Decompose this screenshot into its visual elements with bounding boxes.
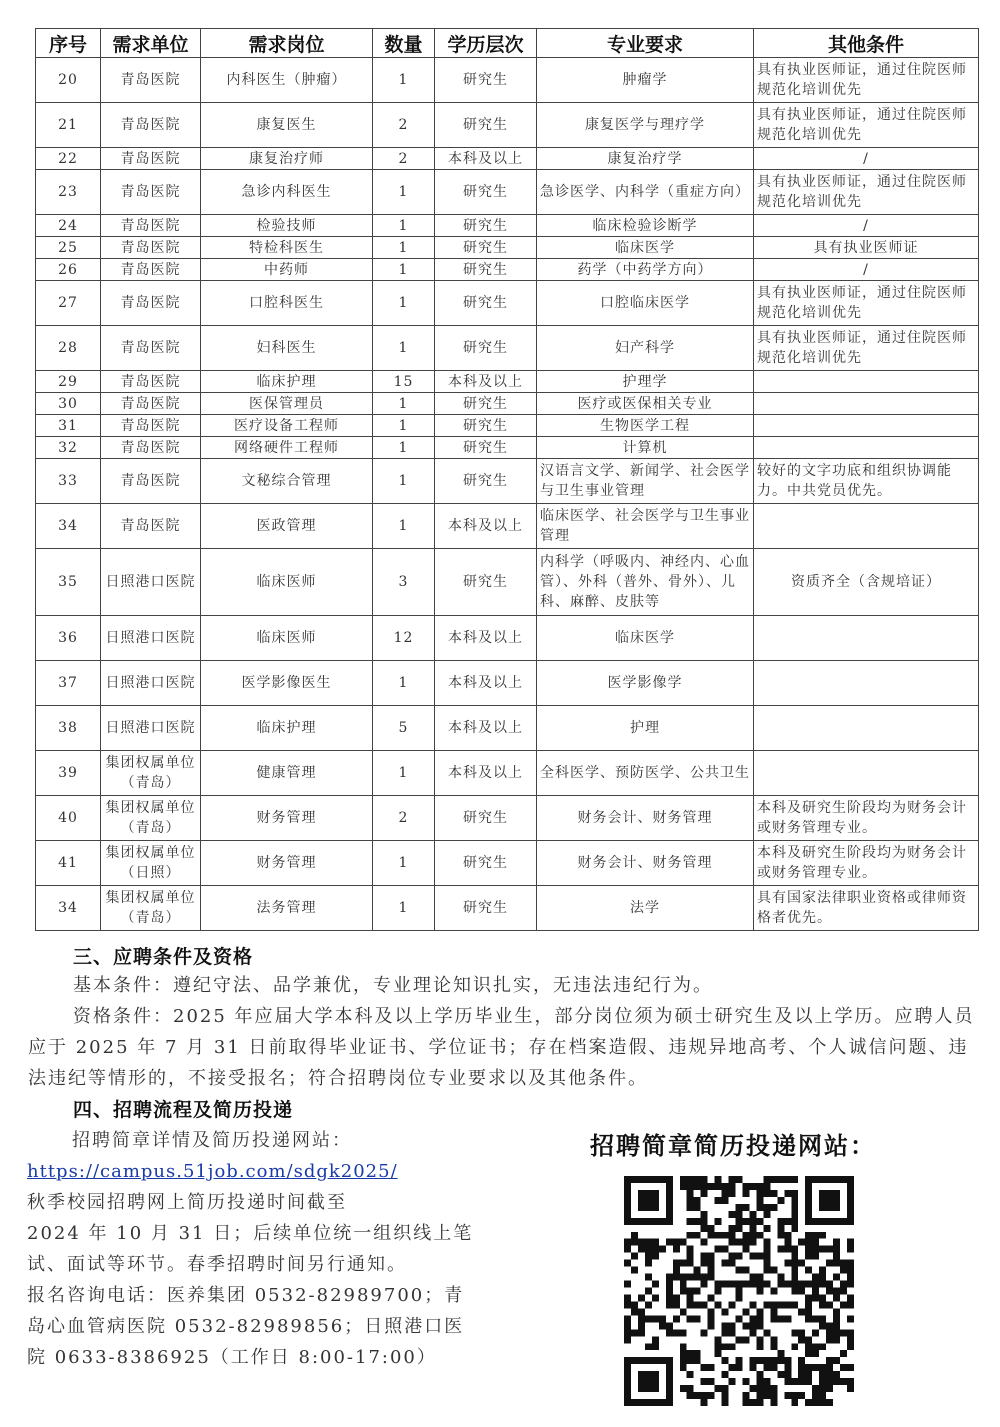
cell-no: 26 xyxy=(36,259,101,281)
cell-count: 1 xyxy=(373,326,435,371)
cell-unit: 青岛医院 xyxy=(101,459,201,504)
cell-no: 38 xyxy=(36,706,101,751)
cell-major: 医疗或医保相关专业 xyxy=(537,393,754,415)
cell-post: 法务管理 xyxy=(201,886,373,931)
cell-post: 康复医生 xyxy=(201,103,373,148)
cell-education: 研究生 xyxy=(435,103,537,148)
header-major: 专业要求 xyxy=(537,29,754,58)
cell-major: 护理学 xyxy=(537,371,754,393)
cell-post: 财务管理 xyxy=(201,796,373,841)
cell-unit: 日照港口医院 xyxy=(101,616,201,661)
application-link[interactable]: https://campus.51job.com/sdgk2025/ xyxy=(27,1161,398,1182)
header-no: 序号 xyxy=(36,29,101,58)
cell-other: 具有国家法律职业资格或律师资格者优先。 xyxy=(754,886,979,931)
cell-unit: 青岛医院 xyxy=(101,437,201,459)
cell-no: 29 xyxy=(36,371,101,393)
cell-unit: 集团权属单位（青岛） xyxy=(101,796,201,841)
cell-count: 15 xyxy=(373,371,435,393)
cell-other xyxy=(754,415,979,437)
cell-other: / xyxy=(754,215,979,237)
cell-education: 研究生 xyxy=(435,393,537,415)
table-row xyxy=(36,437,979,459)
cell-post: 医学影像医生 xyxy=(201,661,373,706)
cell-education: 本科及以上 xyxy=(435,504,537,549)
cell-post: 网络硬件工程师 xyxy=(201,437,373,459)
cell-major: 财务会计、财务管理 xyxy=(537,796,754,841)
cell-other: 本科及研究生阶段均为财务会计或财务管理专业。 xyxy=(754,796,979,841)
qr-code-icon[interactable] xyxy=(624,1176,854,1406)
cell-major: 生物医学工程 xyxy=(537,415,754,437)
basic-conditions: 基本条件：遵纪守法、品学兼优，专业理论知识扎实，无违法违纪行为。 xyxy=(73,975,713,996)
table-row xyxy=(36,103,979,148)
cell-education: 本科及以上 xyxy=(435,148,537,170)
cell-count: 1 xyxy=(373,58,435,103)
section4-title: 四、招聘流程及简历投递 xyxy=(73,1099,294,1121)
cell-no: 34 xyxy=(36,504,101,549)
table-row xyxy=(36,661,979,706)
table-row xyxy=(36,796,979,841)
table-row xyxy=(36,148,979,170)
cell-education: 研究生 xyxy=(435,437,537,459)
cell-count: 1 xyxy=(373,259,435,281)
cell-count: 12 xyxy=(373,616,435,661)
cell-other: / xyxy=(754,148,979,170)
table-row xyxy=(36,751,979,796)
cell-unit: 青岛医院 xyxy=(101,393,201,415)
cell-no: 39 xyxy=(36,751,101,796)
cell-unit: 日照港口医院 xyxy=(101,706,201,751)
contact-line-3: 院 0633-8386925（工作日 8:00-17:00） xyxy=(27,1347,437,1368)
cell-count: 5 xyxy=(373,706,435,751)
table-row xyxy=(36,549,979,616)
cell-unit: 青岛医院 xyxy=(101,237,201,259)
cell-unit: 青岛医院 xyxy=(101,58,201,103)
cell-unit: 青岛医院 xyxy=(101,103,201,148)
cell-count: 2 xyxy=(373,148,435,170)
cell-unit: 集团权属单位（青岛） xyxy=(101,886,201,931)
cell-education: 研究生 xyxy=(435,259,537,281)
cell-count: 2 xyxy=(373,796,435,841)
table-row xyxy=(36,706,979,751)
cell-major: 临床医学 xyxy=(537,616,754,661)
cell-major: 药学（中药学方向） xyxy=(537,259,754,281)
cell-unit: 集团权属单位（日照） xyxy=(101,841,201,886)
cell-other: 本科及研究生阶段均为财务会计或财务管理专业。 xyxy=(754,841,979,886)
cell-major: 财务会计、财务管理 xyxy=(537,841,754,886)
table-row xyxy=(36,215,979,237)
cell-education: 本科及以上 xyxy=(435,706,537,751)
cell-other: 具有执业医师证，通过住院医师规范化培训优先 xyxy=(754,281,979,326)
cell-no: 31 xyxy=(36,415,101,437)
cell-other: 具有执业医师证，通过住院医师规范化培训优先 xyxy=(754,170,979,215)
cell-unit: 青岛医院 xyxy=(101,326,201,371)
cell-major: 妇产科学 xyxy=(537,326,754,371)
cell-post: 临床医师 xyxy=(201,616,373,661)
table-row xyxy=(36,886,979,931)
table-row xyxy=(36,616,979,661)
table-row xyxy=(36,259,979,281)
cell-no: 36 xyxy=(36,616,101,661)
cell-education: 研究生 xyxy=(435,281,537,326)
cell-unit: 集团权属单位（青岛） xyxy=(101,751,201,796)
cell-no: 32 xyxy=(36,437,101,459)
deadline-line-1: 秋季校园招聘网上简历投递时间截至 xyxy=(27,1192,347,1213)
cell-count: 1 xyxy=(373,661,435,706)
cell-major: 康复治疗学 xyxy=(537,148,754,170)
cell-post: 特检科医生 xyxy=(201,237,373,259)
cell-unit: 日照港口医院 xyxy=(101,549,201,616)
cell-unit: 青岛医院 xyxy=(101,215,201,237)
cell-education: 本科及以上 xyxy=(435,661,537,706)
cell-post: 临床护理 xyxy=(201,706,373,751)
cell-count: 1 xyxy=(373,841,435,886)
header-education: 学历层次 xyxy=(435,29,537,58)
cell-unit: 青岛医院 xyxy=(101,281,201,326)
section3-title: 三、应聘条件及资格 xyxy=(73,946,254,968)
cell-no: 20 xyxy=(36,58,101,103)
cell-count: 1 xyxy=(373,170,435,215)
cell-major: 计算机 xyxy=(537,437,754,459)
cell-other xyxy=(754,437,979,459)
cell-unit: 青岛医院 xyxy=(101,504,201,549)
cell-count: 3 xyxy=(373,549,435,616)
cell-major: 康复医学与理疗学 xyxy=(537,103,754,148)
cell-no: 41 xyxy=(36,841,101,886)
cell-education: 研究生 xyxy=(435,549,537,616)
table-row xyxy=(36,58,979,103)
header-other: 其他条件 xyxy=(754,29,979,58)
cell-post: 医政管理 xyxy=(201,504,373,549)
cell-major: 临床医学 xyxy=(537,237,754,259)
qr-title: 招聘简章简历投递网站： xyxy=(590,1132,876,1160)
cell-other xyxy=(754,661,979,706)
table-row xyxy=(36,459,979,504)
cell-unit: 青岛医院 xyxy=(101,371,201,393)
cell-count: 1 xyxy=(373,886,435,931)
header-post: 需求岗位 xyxy=(201,29,373,58)
cell-education: 研究生 xyxy=(435,886,537,931)
cell-unit: 青岛医院 xyxy=(101,415,201,437)
table-row xyxy=(36,504,979,549)
table-row xyxy=(36,326,979,371)
cell-no: 34 xyxy=(36,886,101,931)
cell-major: 全科医学、预防医学、公共卫生 xyxy=(537,751,754,796)
cell-other xyxy=(754,371,979,393)
header-unit: 需求单位 xyxy=(101,29,201,58)
cell-major: 汉语言文学、新闻学、社会医学与卫生事业管理 xyxy=(537,459,754,504)
cell-major: 内科学（呼吸内、神经内、心血管）、外科（普外、骨外）、儿科、麻醉、皮肤等 xyxy=(537,549,754,616)
cell-education: 本科及以上 xyxy=(435,751,537,796)
cell-count: 1 xyxy=(373,751,435,796)
cell-post: 检验技师 xyxy=(201,215,373,237)
cell-count: 2 xyxy=(373,103,435,148)
website-intro: 招聘简章详情及简历投递网站： xyxy=(72,1130,352,1151)
cell-other: 具有执业医师证，通过住院医师规范化培训优先 xyxy=(754,103,979,148)
cell-education: 本科及以上 xyxy=(435,616,537,661)
cell-post: 急诊内科医生 xyxy=(201,170,373,215)
cell-no: 37 xyxy=(36,661,101,706)
cell-no: 21 xyxy=(36,103,101,148)
cell-no: 24 xyxy=(36,215,101,237)
cell-post: 财务管理 xyxy=(201,841,373,886)
cell-no: 35 xyxy=(36,549,101,616)
cell-major: 肿瘤学 xyxy=(537,58,754,103)
cell-no: 33 xyxy=(36,459,101,504)
cell-other xyxy=(754,751,979,796)
cell-count: 1 xyxy=(373,215,435,237)
cell-count: 1 xyxy=(373,281,435,326)
recruitment-table xyxy=(35,28,979,931)
process-text xyxy=(27,1125,497,1373)
cell-post: 健康管理 xyxy=(201,751,373,796)
cell-other: 资质齐全（含规培证） xyxy=(754,549,979,616)
cell-post: 中药师 xyxy=(201,259,373,281)
cell-count: 1 xyxy=(373,415,435,437)
qualification-conditions: 资格条件：2025 年应届大学本科及以上学历毕业生，部分岗位须为硕士研究生及以上学历。应聘人员应于 2025 年 7 月 31 日前取得毕业证书、学位证书；存在档案造假、违规异地高考、个人诚信问题、违法违纪等情形的，不接受报名；符合招聘岗位专业要求以及其他条件。 xyxy=(28,1006,975,1089)
cell-post: 内科医生（肿瘤） xyxy=(201,58,373,103)
cell-no: 28 xyxy=(36,326,101,371)
cell-unit: 青岛医院 xyxy=(101,259,201,281)
cell-no: 40 xyxy=(36,796,101,841)
cell-unit: 青岛医院 xyxy=(101,148,201,170)
cell-count: 1 xyxy=(373,504,435,549)
cell-post: 文秘综合管理 xyxy=(201,459,373,504)
cell-other xyxy=(754,706,979,751)
cell-no: 25 xyxy=(36,237,101,259)
cell-other xyxy=(754,393,979,415)
cell-other: 较好的文字功底和组织协调能力。中共党员优先。 xyxy=(754,459,979,504)
cell-post: 妇科医生 xyxy=(201,326,373,371)
cell-education: 研究生 xyxy=(435,215,537,237)
cell-major: 临床检验诊断学 xyxy=(537,215,754,237)
table-row xyxy=(36,371,979,393)
cell-major: 护理 xyxy=(537,706,754,751)
cell-other: / xyxy=(754,259,979,281)
cell-other xyxy=(754,504,979,549)
cell-education: 研究生 xyxy=(435,415,537,437)
cell-education: 研究生 xyxy=(435,796,537,841)
cell-major: 法学 xyxy=(537,886,754,931)
cell-education: 研究生 xyxy=(435,841,537,886)
table-header-row xyxy=(36,29,979,58)
cell-major: 临床医学、社会医学与卫生事业管理 xyxy=(537,504,754,549)
cell-count: 1 xyxy=(373,237,435,259)
cell-other: 具有执业医师证，通过住院医师规范化培训优先 xyxy=(754,58,979,103)
cell-post: 口腔科医生 xyxy=(201,281,373,326)
deadline-line-3: 试、面试等环节。春季招聘时间另行通知。 xyxy=(27,1254,407,1275)
cell-other xyxy=(754,616,979,661)
table-row xyxy=(36,237,979,259)
cell-education: 研究生 xyxy=(435,459,537,504)
cell-unit: 日照港口医院 xyxy=(101,661,201,706)
cell-count: 1 xyxy=(373,459,435,504)
cell-post: 医疗设备工程师 xyxy=(201,415,373,437)
cell-post: 康复治疗师 xyxy=(201,148,373,170)
cell-major: 急诊医学、内科学（重症方向） xyxy=(537,170,754,215)
header-count: 数量 xyxy=(373,29,435,58)
cell-no: 27 xyxy=(36,281,101,326)
table-row xyxy=(36,415,979,437)
contact-line-1: 报名咨询电话：医养集团 0532-82989700；青 xyxy=(27,1285,465,1306)
cell-post: 医保管理员 xyxy=(201,393,373,415)
cell-post: 临床护理 xyxy=(201,371,373,393)
cell-count: 1 xyxy=(373,437,435,459)
table-row xyxy=(36,170,979,215)
contact-line-2: 岛心血管病医院 0532-82989856；日照港口医 xyxy=(27,1316,465,1337)
cell-unit: 青岛医院 xyxy=(101,170,201,215)
table-row xyxy=(36,841,979,886)
cell-no: 23 xyxy=(36,170,101,215)
cell-education: 研究生 xyxy=(435,326,537,371)
cell-major: 口腔临床医学 xyxy=(537,281,754,326)
cell-count: 1 xyxy=(373,393,435,415)
table-row xyxy=(36,393,979,415)
cell-no: 30 xyxy=(36,393,101,415)
table-row xyxy=(36,281,979,326)
cell-education: 研究生 xyxy=(435,170,537,215)
cell-no: 22 xyxy=(36,148,101,170)
cell-other: 具有执业医师证 xyxy=(754,237,979,259)
cell-education: 研究生 xyxy=(435,237,537,259)
deadline-line-2: 2024 年 10 月 31 日；后续单位统一组织线上笔 xyxy=(27,1223,474,1244)
cell-education: 研究生 xyxy=(435,58,537,103)
cell-post: 临床医师 xyxy=(201,549,373,616)
cell-other: 具有执业医师证，通过住院医师规范化培训优先 xyxy=(754,326,979,371)
cell-education: 本科及以上 xyxy=(435,371,537,393)
cell-major: 医学影像学 xyxy=(537,661,754,706)
